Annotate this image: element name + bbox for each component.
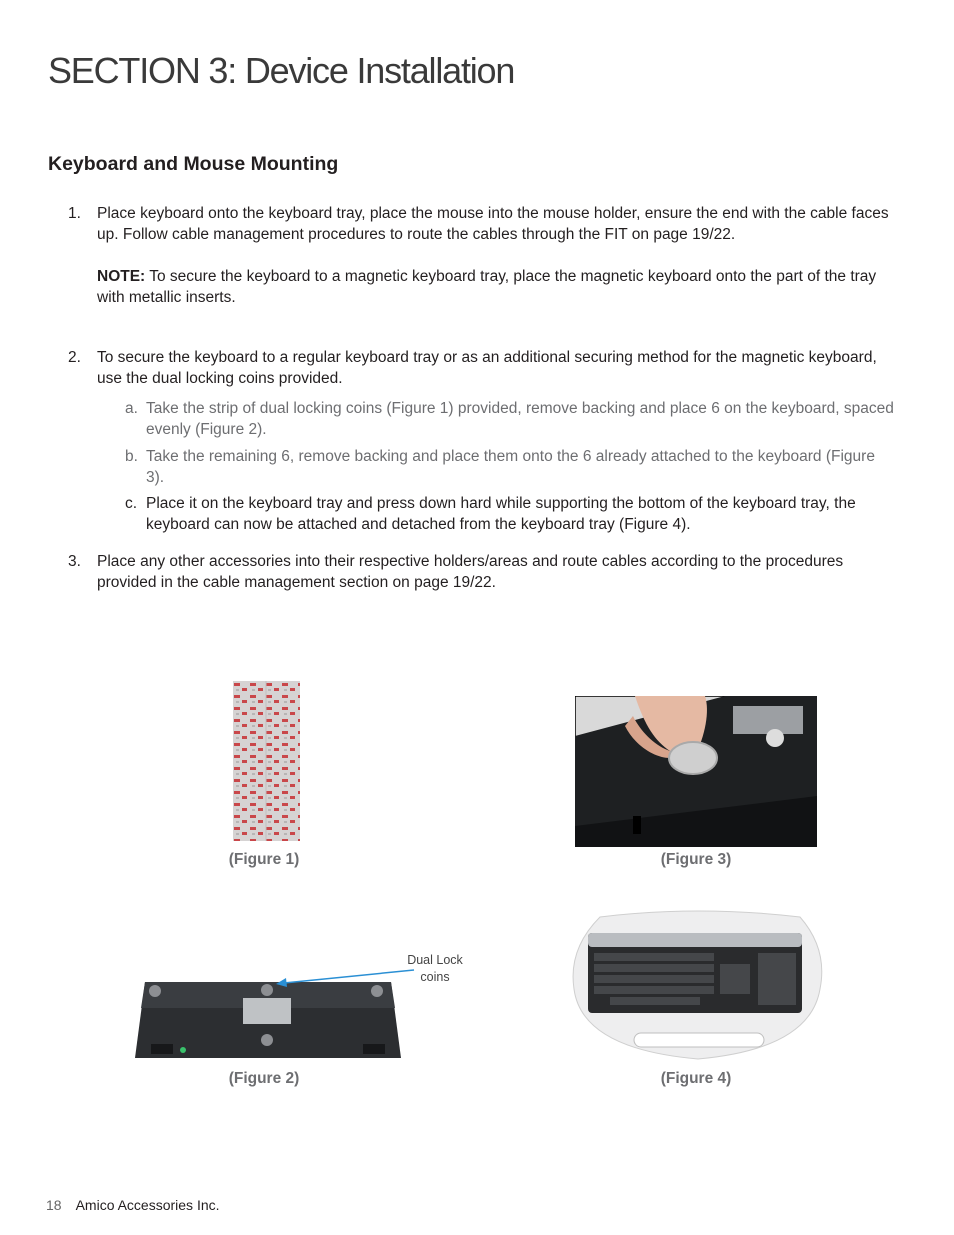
step-3 xyxy=(68,551,894,593)
note-text: To secure the keyboard to a magnetic keyboard tray, place the magnetic keyboard onto the part of the tray with metallic inserts. xyxy=(97,268,877,306)
annotation-line-2: coins xyxy=(420,970,450,984)
annotation-arrow xyxy=(270,968,416,988)
page-footer xyxy=(46,1197,220,1213)
step-text: To secure the keyboard to a regular keyboard tray or as an additional securing method for the magnetic keyboard, use the dual locking coins provided. xyxy=(97,349,877,387)
annotation-line-1: Dual Lock xyxy=(407,953,463,967)
step-text: Place keyboard onto the keyboard tray, place the mouse into the mouse holder, ensure the end with the cable faces up. Follow cable management procedures to route the cables through the FIT on page 19/22. xyxy=(97,205,889,243)
dual-lock-annotation xyxy=(400,952,470,986)
figure-4-keyboard-on-tray-photo xyxy=(570,909,826,1062)
figure-1-dual-lock-strip xyxy=(233,681,300,841)
step-number: 2. xyxy=(68,349,81,366)
figure-2-keyboard-underside-photo xyxy=(133,978,403,1062)
step-text: Place any other accessories into their respective holders/areas and route cables according to the procedures provided in the cable management section on page 19/22. xyxy=(97,553,844,591)
substep-a xyxy=(125,398,895,440)
subsection-title: Keyboard and Mouse Mounting xyxy=(48,153,339,175)
step-2 xyxy=(68,347,894,389)
step-number: 3. xyxy=(68,553,81,570)
figure-3-coin-application-photo xyxy=(575,696,817,847)
substep-letter: c. xyxy=(125,495,138,512)
note xyxy=(97,266,894,308)
substep-letter: a. xyxy=(125,400,138,417)
figure-3-caption: (Figure 3) xyxy=(660,851,732,868)
company-name: Amico Accessories Inc. xyxy=(75,1197,220,1213)
step-1 xyxy=(68,203,894,308)
figure-1-caption: (Figure 1) xyxy=(228,851,300,868)
substep-b xyxy=(125,446,895,488)
substep-text: Take the remaining 6, remove backing and place them onto the 6 already attached to the keyboard (Figure 3). xyxy=(146,448,875,486)
note-label: NOTE: xyxy=(97,268,146,285)
substep-text: Take the strip of dual locking coins (Figure 1) provided, remove backing and place 6 on the keyboard, spaced evenly (Figure 2). xyxy=(146,400,894,438)
figure-2-caption: (Figure 2) xyxy=(228,1070,300,1087)
substep-letter: b. xyxy=(125,448,138,465)
step-number: 1. xyxy=(68,205,81,222)
substep-text: Place it on the keyboard tray and press down hard while supporting the bottom of the keyboard tray, the keyboard can now be attached and detached from the keyboard tray (Figure 4). xyxy=(146,495,856,533)
figure-4-caption: (Figure 4) xyxy=(660,1070,732,1087)
section-title: SECTION 3: Device Installation xyxy=(48,50,515,91)
substep-c xyxy=(125,493,895,535)
page-number: 18 xyxy=(46,1197,62,1213)
